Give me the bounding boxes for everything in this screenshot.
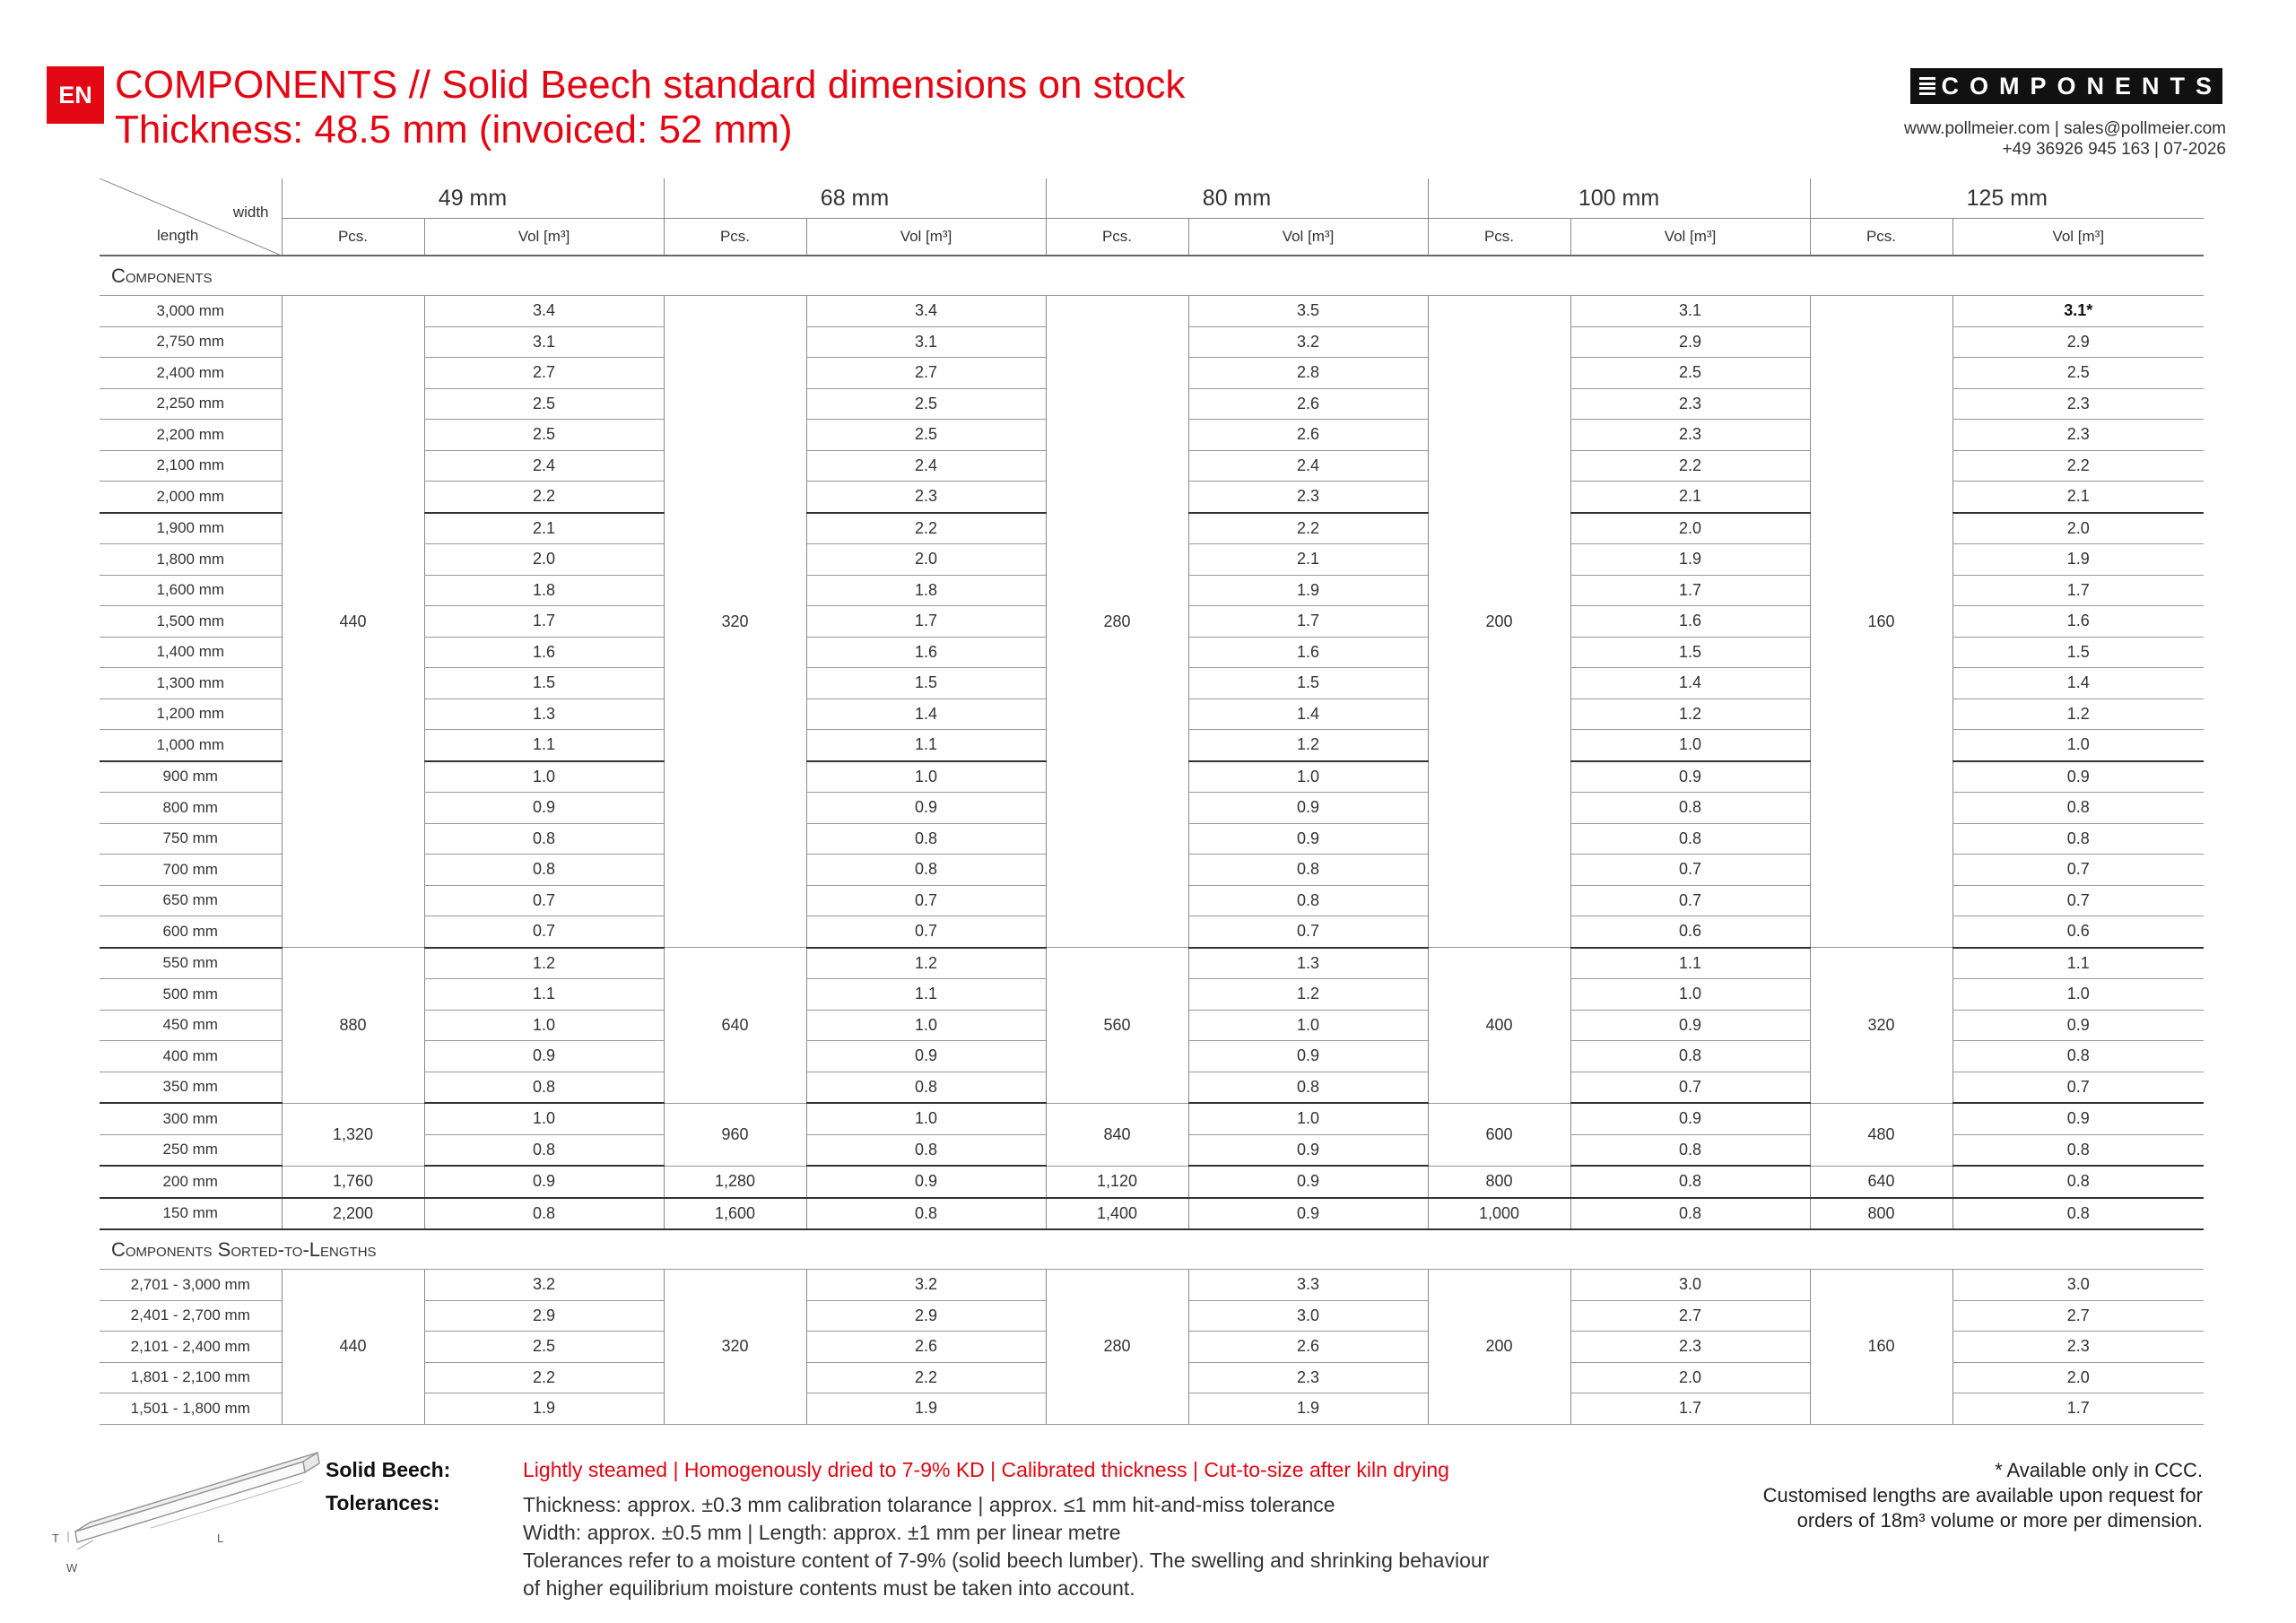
vol-cell: 1.7 — [806, 606, 1046, 638]
vol-cell: 0.7 — [1570, 1072, 1810, 1103]
vol-cell: 2.4 — [1188, 450, 1428, 482]
length-cell: 2,200 mm — [100, 420, 282, 451]
vol-cell: 1.9 — [806, 1393, 1046, 1425]
pcs-cell: 400 — [1428, 948, 1570, 1104]
vol-cell: 2.0 — [806, 544, 1046, 576]
vol-cell: 0.8 — [1952, 793, 2204, 824]
vol-cell: 0.6 — [1952, 916, 2204, 948]
tolerance-line: Width: approx. ±0.5 mm | Length: approx. ±1 mm per linear metre — [523, 1521, 1121, 1544]
vol-cell: 0.9 — [1570, 1103, 1810, 1134]
vol-cell: 0.7 — [806, 916, 1046, 948]
vol-cell: 2.6 — [1188, 420, 1428, 451]
vol-cell: 0.8 — [424, 1198, 664, 1230]
vol-cell: 0.9 — [1188, 1166, 1428, 1198]
vol-cell: 3.3 — [1188, 1270, 1428, 1301]
vol-cell: 3.0 — [1570, 1270, 1810, 1301]
vol-cell: 2.7 — [424, 358, 664, 389]
pcs-cell: 1,000 — [1428, 1198, 1570, 1230]
vol-cell: 0.9 — [1570, 761, 1810, 793]
pcs-cell: 1,120 — [1046, 1166, 1188, 1198]
pcs-cell: 160 — [1810, 1270, 1952, 1425]
vol-cell: 2.3 — [1952, 388, 2204, 420]
vol-cell: 1.5 — [1188, 668, 1428, 699]
length-cell: 1,800 mm — [100, 544, 282, 576]
length-cell: 750 mm — [100, 823, 282, 855]
vol-cell: 1.2 — [1952, 699, 2204, 730]
vol-cell: 2.1 — [1570, 482, 1810, 513]
vol-cell: 3.2 — [424, 1270, 664, 1301]
vol-cell: 0.9 — [424, 793, 664, 824]
length-cell: 1,501 - 1,800 mm — [100, 1393, 282, 1425]
vol-header: Vol [m³] — [424, 219, 664, 256]
vol-cell: 0.9 — [806, 1166, 1046, 1198]
corner-width-label: width — [232, 204, 269, 221]
pcs-cell: 560 — [1046, 948, 1188, 1104]
vol-cell: 1.1 — [424, 730, 664, 761]
vol-cell: 0.8 — [424, 1134, 664, 1166]
vol-cell: 2.3 — [806, 482, 1046, 513]
length-cell: 1,500 mm — [100, 606, 282, 638]
vol-cell: 1.2 — [1188, 979, 1428, 1011]
length-cell: 600 mm — [100, 916, 282, 948]
vol-cell: 1.6 — [1952, 606, 2204, 638]
solid-beech-label: Solid Beech: — [326, 1458, 451, 1481]
vol-cell: 1.8 — [424, 575, 664, 606]
vol-cell: 1.8 — [806, 575, 1046, 606]
vol-cell: 3.2 — [1188, 326, 1428, 358]
length-cell: 900 mm — [100, 761, 282, 793]
vol-cell: 2.0 — [424, 544, 664, 576]
vol-cell: 2.3 — [1952, 1332, 2204, 1363]
vol-cell: 0.8 — [806, 1134, 1046, 1166]
vol-cell: 2.9 — [1952, 326, 2204, 358]
page-title — [115, 63, 1185, 152]
tolerance-line: Tolerances refer to a moisture content of 7-9% (solid beech lumber). The swelling and shrinking behaviour — [523, 1549, 1490, 1572]
vol-cell: 0.9 — [806, 793, 1046, 824]
table-row — [100, 948, 2204, 979]
vol-cell: 1.9 — [1570, 544, 1810, 576]
length-cell: 2,250 mm — [100, 388, 282, 420]
vol-cell: 1.6 — [1188, 637, 1428, 668]
beam-drawing-icon — [43, 1451, 348, 1585]
vol-cell: 1.9 — [1188, 1393, 1428, 1425]
table-body — [100, 256, 2204, 1424]
tolerance-line: of higher equilibrium moisture contents must be taken into account. — [523, 1576, 1135, 1600]
pcs-cell: 840 — [1046, 1103, 1188, 1166]
vol-cell: 2.3 — [1188, 1362, 1428, 1393]
vol-cell: 1.0 — [806, 1010, 1046, 1041]
vol-cell: 2.0 — [1570, 513, 1810, 544]
length-cell: 700 mm — [100, 855, 282, 886]
vol-cell: 1.0 — [424, 1103, 664, 1134]
note-custom-lengths: Customised lengths are available upon request for — [1762, 1484, 2203, 1506]
vol-cell: 0.8 — [1570, 1134, 1810, 1166]
vol-cell: 0.9 — [1570, 1010, 1810, 1041]
vol-cell: 1.2 — [1188, 730, 1428, 761]
pcs-cell: 320 — [664, 1270, 806, 1425]
section-title: Components — [100, 256, 2204, 296]
length-cell: 2,701 - 3,000 mm — [100, 1270, 282, 1301]
pcs-cell: 480 — [1810, 1103, 1952, 1166]
vol-cell: 1.4 — [1188, 699, 1428, 730]
vol-cell: 0.8 — [424, 823, 664, 855]
vol-cell: 3.2 — [806, 1270, 1046, 1301]
vol-cell: 1.6 — [1570, 606, 1810, 638]
vol-cell: 1.4 — [1952, 668, 2204, 699]
pcs-cell: 280 — [1046, 296, 1188, 948]
vol-cell: 3.0 — [1952, 1270, 2204, 1301]
vol-cell: 0.9 — [1188, 793, 1428, 824]
vol-cell: 2.7 — [1570, 1300, 1810, 1332]
vol-cell: 0.8 — [1952, 1134, 2204, 1166]
vol-cell: 2.2 — [1952, 450, 2204, 482]
vol-cell: 0.8 — [1952, 1041, 2204, 1072]
vol-header: Vol [m³] — [806, 219, 1046, 256]
vol-cell: 2.7 — [1952, 1300, 2204, 1332]
vol-cell: 2.5 — [1952, 358, 2204, 389]
vol-cell: 1.4 — [1570, 668, 1810, 699]
vol-cell: 0.9 — [1188, 823, 1428, 855]
vol-cell: 1.7 — [1188, 606, 1428, 638]
pcs-cell: 440 — [282, 1270, 424, 1425]
vol-cell: 2.3 — [1570, 388, 1810, 420]
length-cell: 450 mm — [100, 1010, 282, 1041]
drawing-label-l: L — [217, 1532, 224, 1545]
length-cell: 650 mm — [100, 885, 282, 916]
vol-cell: 1.6 — [806, 637, 1046, 668]
vol-cell: 2.2 — [1188, 513, 1428, 544]
vol-cell: 1.1 — [806, 730, 1046, 761]
vol-cell: 2.0 — [1952, 513, 2204, 544]
vol-header: Vol [m³] — [1952, 219, 2204, 256]
vol-cell: 1.9 — [424, 1393, 664, 1425]
vol-cell: 3.1 — [424, 326, 664, 358]
note-volume: orders of 18m³ volume or more per dimension. — [1796, 1509, 2203, 1532]
pcs-cell: 200 — [1428, 1270, 1570, 1425]
length-cell: 1,200 mm — [100, 699, 282, 730]
vol-cell: 0.8 — [1188, 855, 1428, 886]
vol-cell: 1.0 — [1952, 730, 2204, 761]
logo-text: COMPONENTS — [1941, 72, 2222, 100]
vol-cell: 0.7 — [1570, 885, 1810, 916]
vol-cell: 1.0 — [806, 1103, 1046, 1134]
pcs-cell: 800 — [1810, 1198, 1952, 1230]
vol-cell: 0.8 — [806, 855, 1046, 886]
pcs-cell: 320 — [664, 296, 806, 948]
vol-cell: 3.4 — [806, 296, 1046, 327]
pcs-header: Pcs. — [664, 219, 806, 256]
vol-cell: 0.8 — [1570, 1166, 1810, 1198]
tolerances-text — [523, 1491, 1489, 1602]
vol-cell: 1.7 — [1952, 1393, 2204, 1425]
table-row — [100, 1166, 2204, 1198]
vol-cell: 0.8 — [1570, 823, 1810, 855]
vol-cell: 2.2 — [424, 1362, 664, 1393]
vol-cell: 0.8 — [1188, 1072, 1428, 1103]
length-cell: 250 mm — [100, 1134, 282, 1166]
vol-cell: 2.5 — [1570, 358, 1810, 389]
vol-cell: 1.7 — [1952, 575, 2204, 606]
vol-cell: 0.9 — [1188, 1041, 1428, 1072]
pcs-cell: 1,320 — [282, 1103, 424, 1166]
vol-cell: 0.8 — [1188, 885, 1428, 916]
vol-cell: 1.9 — [1188, 575, 1428, 606]
length-cell: 2,401 - 2,700 mm — [100, 1300, 282, 1332]
title-line-1: COMPONENTS // Solid Beech standard dimensions on stock — [115, 63, 1186, 107]
vol-cell: 3.1* — [1952, 296, 2204, 327]
length-cell: 3,000 mm — [100, 296, 282, 327]
vol-cell: 1.2 — [1570, 699, 1810, 730]
vol-cell: 1.7 — [1570, 575, 1810, 606]
vol-cell: 0.7 — [1952, 885, 2204, 916]
vol-cell: 2.9 — [806, 1300, 1046, 1332]
vol-cell: 2.0 — [1570, 1362, 1810, 1393]
vol-cell: 0.9 — [424, 1041, 664, 1072]
logo-bars-icon — [1919, 77, 1935, 95]
length-cell: 2,100 mm — [100, 450, 282, 482]
vol-cell: 0.9 — [1188, 1134, 1428, 1166]
length-cell: 200 mm — [100, 1166, 282, 1198]
vol-cell: 0.9 — [424, 1166, 664, 1198]
pcs-cell: 280 — [1046, 1270, 1188, 1425]
vol-cell: 1.5 — [806, 668, 1046, 699]
vol-cell: 2.3 — [1952, 420, 2204, 451]
solid-beech-properties: Lightly steamed | Homogenously dried to 7-9% KD | Calibrated thickness | Cut-to-size after kiln drying — [523, 1458, 1449, 1481]
table-row — [100, 296, 2204, 327]
pcs-cell: 640 — [1810, 1166, 1952, 1198]
vol-cell: 0.7 — [806, 885, 1046, 916]
vol-cell: 0.7 — [1188, 916, 1428, 948]
vol-cell: 1.2 — [424, 948, 664, 979]
vol-cell: 2.9 — [424, 1300, 664, 1332]
vol-cell: 1.1 — [424, 979, 664, 1011]
vol-cell: 1.3 — [424, 699, 664, 730]
vol-cell: 2.5 — [806, 388, 1046, 420]
vol-cell: 2.5 — [424, 1332, 664, 1363]
length-cell: 1,000 mm — [100, 730, 282, 761]
section-header-row — [100, 256, 2204, 296]
pcs-header: Pcs. — [1428, 219, 1570, 256]
vol-cell: 1.2 — [806, 948, 1046, 979]
length-cell: 400 mm — [100, 1041, 282, 1072]
vol-cell: 0.7 — [424, 916, 664, 948]
availability-note — [1763, 1458, 2203, 1533]
vol-cell: 3.0 — [1188, 1300, 1428, 1332]
vol-cell: 1.0 — [424, 761, 664, 793]
vol-cell: 2.3 — [1570, 420, 1810, 451]
vol-cell: 1.6 — [424, 637, 664, 668]
vol-cell: 1.0 — [1188, 1103, 1428, 1134]
vol-cell: 2.2 — [806, 513, 1046, 544]
vol-cell: 1.1 — [806, 979, 1046, 1011]
pcs-cell: 1,760 — [282, 1166, 424, 1198]
vol-cell: 0.7 — [424, 885, 664, 916]
vol-header: Vol [m³] — [1570, 219, 1810, 256]
length-cell: 1,801 - 2,100 mm — [100, 1362, 282, 1393]
vol-cell: 1.0 — [1952, 979, 2204, 1011]
pcs-header: Pcs. — [1046, 219, 1188, 256]
vol-cell: 0.9 — [1952, 1010, 2204, 1041]
pcs-cell: 800 — [1428, 1166, 1570, 1198]
length-cell: 150 mm — [100, 1198, 282, 1230]
length-cell: 500 mm — [100, 979, 282, 1011]
vol-cell: 1.1 — [1952, 948, 2204, 979]
vol-cell: 2.3 — [1188, 482, 1428, 513]
vol-cell: 1.5 — [424, 668, 664, 699]
vol-cell: 0.7 — [1570, 855, 1810, 886]
length-cell: 2,101 - 2,400 mm — [100, 1332, 282, 1363]
vol-cell: 2.1 — [1952, 482, 2204, 513]
length-cell: 550 mm — [100, 948, 282, 979]
vol-cell: 1.0 — [1570, 730, 1810, 761]
drawing-label-w: W — [66, 1561, 78, 1575]
pcs-cell: 880 — [282, 948, 424, 1104]
pcs-cell: 960 — [664, 1103, 806, 1166]
vol-cell: 1.0 — [1188, 1010, 1428, 1041]
pcs-cell: 200 — [1428, 296, 1570, 948]
vol-cell: 3.5 — [1188, 296, 1428, 327]
length-cell: 350 mm — [100, 1072, 282, 1103]
vol-cell: 0.8 — [1570, 1041, 1810, 1072]
pcs-cell: 1,280 — [664, 1166, 806, 1198]
tolerances-label: Tolerances: — [326, 1491, 440, 1515]
pcs-cell: 160 — [1810, 296, 1952, 948]
components-logo — [1910, 68, 2222, 104]
vol-cell: 1.0 — [806, 761, 1046, 793]
vol-cell: 1.7 — [424, 606, 664, 638]
vol-cell: 0.6 — [1570, 916, 1810, 948]
vol-cell: 2.2 — [806, 1362, 1046, 1393]
vol-cell: 2.6 — [1188, 388, 1428, 420]
note-ccc: * Available only in CCC. — [1995, 1459, 2203, 1481]
table-row — [100, 1103, 2204, 1134]
vol-cell: 1.5 — [1952, 637, 2204, 668]
vol-cell: 2.2 — [1570, 450, 1810, 482]
vol-cell: 2.4 — [424, 450, 664, 482]
vol-cell: 0.8 — [806, 1198, 1046, 1230]
pcs-cell: 440 — [282, 296, 424, 948]
vol-cell: 0.8 — [1570, 793, 1810, 824]
vol-cell: 2.5 — [806, 420, 1046, 451]
vol-cell: 1.4 — [806, 699, 1046, 730]
table-row — [100, 1270, 2204, 1301]
vol-cell: 2.9 — [1570, 326, 1810, 358]
vol-cell: 2.7 — [806, 358, 1046, 389]
drawing-label-t: T — [52, 1532, 59, 1545]
vol-cell: 2.2 — [424, 482, 664, 513]
tolerance-line: Thickness: approx. ±0.3 mm calibration tolarance | approx. ≤1 mm hit-and-miss tolerance — [523, 1493, 1335, 1516]
vol-cell: 0.8 — [1570, 1198, 1810, 1230]
vol-cell: 3.1 — [1570, 296, 1810, 327]
length-cell: 1,300 mm — [100, 668, 282, 699]
pcs-header: Pcs. — [1810, 219, 1952, 256]
pcs-cell: 640 — [664, 948, 806, 1104]
vol-cell: 2.1 — [1188, 544, 1428, 576]
section-header-row — [100, 1229, 2204, 1270]
pcs-cell: 320 — [1810, 948, 1952, 1104]
vol-cell: 2.3 — [1570, 1332, 1810, 1363]
language-badge: EN — [47, 66, 104, 124]
pcs-cell: 1,400 — [1046, 1198, 1188, 1230]
vol-cell: 1.0 — [1570, 979, 1810, 1011]
contact-web-email: www.pollmeier.com | sales@pollmeier.com — [1904, 119, 2226, 138]
length-cell: 2,400 mm — [100, 358, 282, 389]
vol-cell: 1.0 — [424, 1010, 664, 1041]
title-line-2: Thickness: 48.5 mm (invoiced: 52 mm) — [115, 108, 793, 152]
contact-info — [1904, 118, 2226, 160]
vol-cell: 0.8 — [424, 855, 664, 886]
vol-cell: 3.4 — [424, 296, 664, 327]
width-header: 80 mm — [1046, 178, 1428, 219]
length-cell: 2,000 mm — [100, 482, 282, 513]
vol-cell: 0.8 — [806, 823, 1046, 855]
length-cell: 1,400 mm — [100, 637, 282, 668]
vol-cell: 1.9 — [1952, 544, 2204, 576]
vol-cell: 1.3 — [1188, 948, 1428, 979]
pcs-cell: 600 — [1428, 1103, 1570, 1166]
vol-cell: 1.0 — [1188, 761, 1428, 793]
vol-cell: 2.1 — [424, 513, 664, 544]
vol-header: Vol [m³] — [1188, 219, 1428, 256]
vol-cell: 2.6 — [806, 1332, 1046, 1363]
vol-cell: 0.9 — [1188, 1198, 1428, 1230]
width-header: 68 mm — [664, 178, 1046, 219]
vol-cell: 0.7 — [1952, 1072, 2204, 1103]
pcs-header: Pcs. — [282, 219, 424, 256]
vol-cell: 0.8 — [806, 1072, 1046, 1103]
vol-cell: 0.8 — [1952, 1166, 2204, 1198]
vol-cell: 2.6 — [1188, 1332, 1428, 1363]
vol-cell: 1.1 — [1570, 948, 1810, 979]
vol-cell: 0.9 — [806, 1041, 1046, 1072]
vol-cell: 0.9 — [1952, 761, 2204, 793]
corner-length-label: length — [157, 227, 199, 244]
width-header: 49 mm — [282, 178, 664, 219]
width-header: 100 mm — [1428, 178, 1810, 219]
vol-cell: 2.4 — [806, 450, 1046, 482]
table-row — [100, 1198, 2204, 1230]
vol-cell: 1.7 — [1570, 1393, 1810, 1425]
vol-cell: 2.8 — [1188, 358, 1428, 389]
length-cell: 800 mm — [100, 793, 282, 824]
vol-cell: 0.9 — [1952, 1103, 2204, 1134]
vol-cell: 3.1 — [806, 326, 1046, 358]
vol-cell: 0.7 — [1952, 855, 2204, 886]
length-cell: 1,600 mm — [100, 575, 282, 606]
vol-cell: 2.5 — [424, 420, 664, 451]
vol-cell: 0.8 — [424, 1072, 664, 1103]
length-cell: 2,750 mm — [100, 326, 282, 358]
section-title: Components Sorted-to-Lengths — [100, 1229, 2204, 1270]
width-length-corner — [100, 178, 282, 256]
vol-cell: 0.8 — [1952, 1198, 2204, 1230]
width-header: 125 mm — [1810, 178, 2204, 219]
pcs-cell: 2,200 — [282, 1198, 424, 1230]
length-cell: 1,900 mm — [100, 513, 282, 544]
vol-cell: 2.0 — [1952, 1362, 2204, 1393]
vol-cell: 1.5 — [1570, 637, 1810, 668]
contact-phone-date: +49 36926 945 163 | 07-2026 — [2002, 140, 2226, 159]
length-cell: 300 mm — [100, 1103, 282, 1134]
stock-dimensions-table — [100, 178, 2204, 1425]
vol-cell: 0.8 — [1952, 823, 2204, 855]
pcs-cell: 1,600 — [664, 1198, 806, 1230]
vol-cell: 2.5 — [424, 388, 664, 420]
